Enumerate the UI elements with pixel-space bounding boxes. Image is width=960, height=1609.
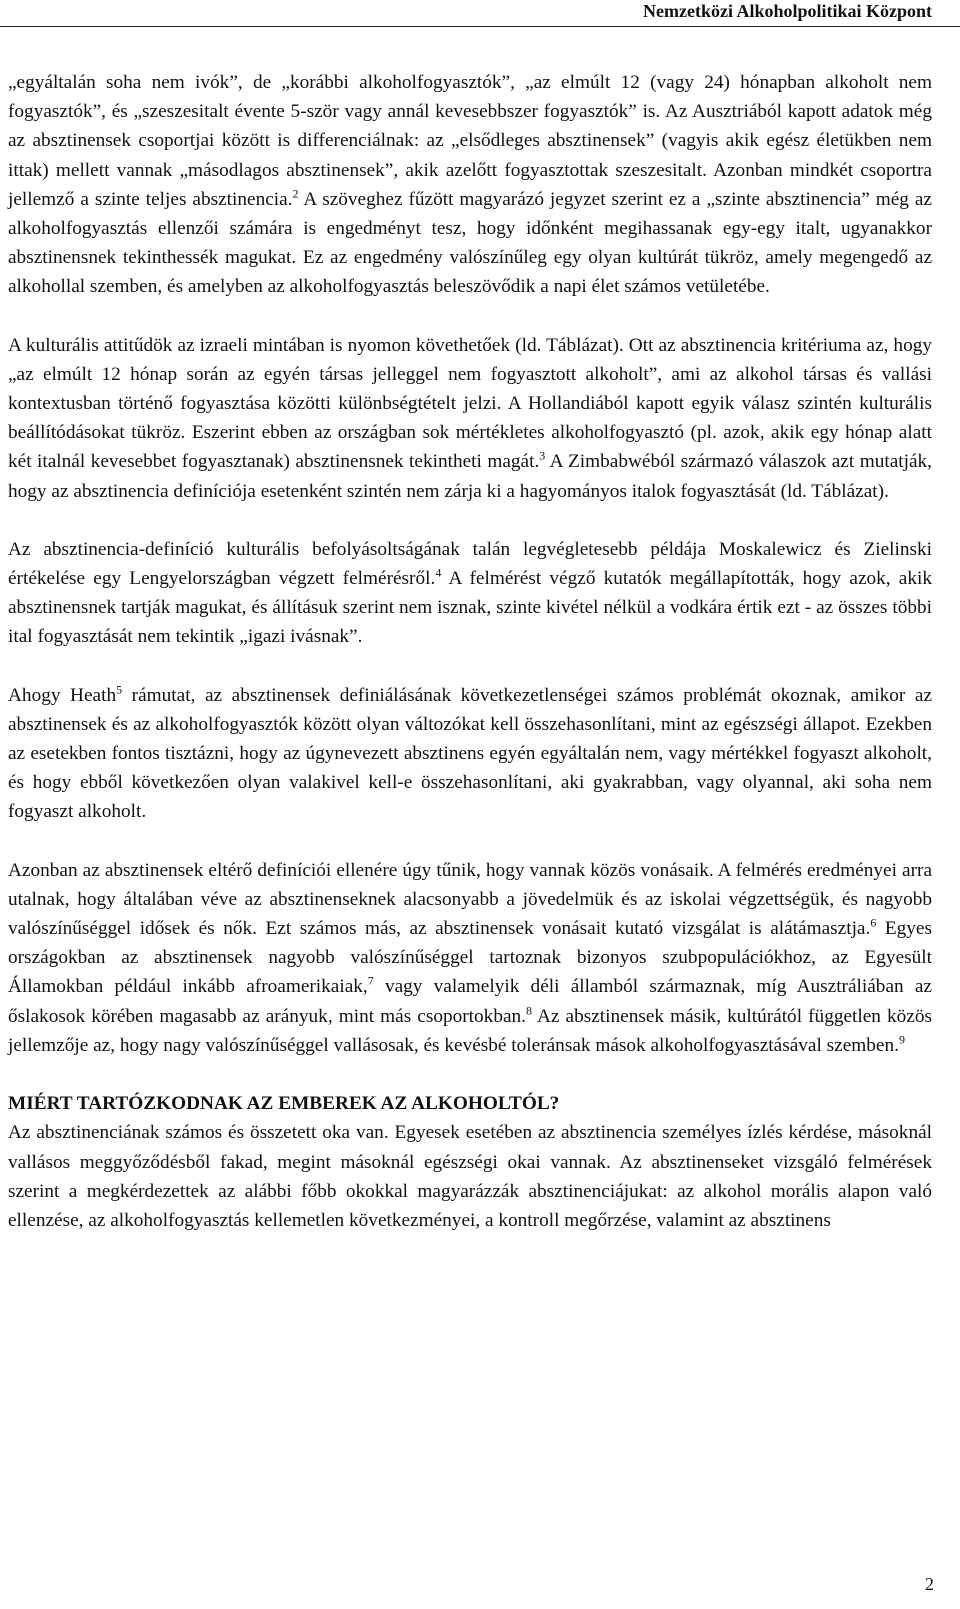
paragraph-1 bbox=[8, 68, 932, 302]
footnote-ref-6: 6 bbox=[870, 915, 877, 930]
footnote-ref-5: 5 bbox=[116, 682, 123, 697]
paragraph-3-text-b: A felmérést végző kutatók megállapították, hogy azok, akik absztinensnek tartják magukat, és állításuk szerint nem isznak, szinte kivétel nélkül a vodkára értik ezt - az összes többi ital fogyasztását nem tekintik „igazi ivásnak”. bbox=[8, 568, 932, 648]
paragraph-4 bbox=[8, 681, 932, 827]
paragraph-5-text-c: vagy valamelyik déli államból származnak, míg Ausztráliában az őslakosok körében magasabb az arányuk, mint más csoportokban. bbox=[8, 976, 932, 1027]
footnote-ref-9: 9 bbox=[898, 1032, 905, 1047]
footnote-ref-4: 4 bbox=[435, 565, 442, 580]
paragraph-4-text-a: Ahogy Heath bbox=[8, 684, 117, 706]
header-divider bbox=[0, 26, 960, 27]
paragraph-5 bbox=[8, 856, 932, 1060]
paragraph-5-text-d: Az absztinensek másik, kultúrától független közös jellemzője az, hogy nagy valószínűséggel vallásosak, és kevésbé toleránsak mások alkoholfogyasztásával szemben. bbox=[8, 1005, 932, 1056]
paragraph-3-text-a: Az absztinencia-definíció kulturális befolyásoltságának talán legvégletesebb példája Moskalewicz és Zielinski értékelése egy Lengyelországban végzett felmérésről. bbox=[8, 538, 932, 590]
document-body bbox=[8, 68, 932, 1235]
footnote-ref-7: 7 bbox=[367, 974, 374, 989]
page-number: 2 bbox=[925, 1574, 934, 1594]
paragraph-1-text-a: „egyáltalán soha nem ivók”, de „korábbi alkoholfogyasztók”, „az elmúlt 12 (vagy 24) hónapban alkoholt nem fogyasztók”, és „szeszesitalt évente 5-ször vagy annál kevesebbszer fogyasztók” is. Az Ausztriából kapott adatok még az absztinensek csoportjai között is differenciálnak: az „elsődleges absztinensek” (vagyis akik egész életükben nem ittak) mellett vannak „másodlagos absztinensek”, akik azelőtt fogyasztottak szeszesitalt. Azonban mindkét csoportra jellemző a szinte teljes absztinencia. bbox=[8, 72, 932, 210]
document-header: Nemzetközi Alkoholpolitikai Központ bbox=[642, 1, 932, 21]
paragraph-5-text-a: Azonban az absztinensek eltérő definíciói ellenére úgy tűnik, hogy vannak közös vonásaik. A felmérés eredményei arra utalnak, hogy általában véve az absztinenseknek alacsonyabb a jövedelmük és az iskolai végzettségük, és nagyobb valószínűséggel idősek és nők. Ezt számos más, az absztinensek vonásait kutató vizsgálat is alátámasztja. bbox=[8, 859, 932, 940]
footnote-ref-2: 2 bbox=[292, 186, 299, 201]
paragraph-1-text-b: A szöveghez fűzött magyarázó jegyzet szerint ez a „szinte absztinencia” még az alkoholfogyasztás ellenzői számára is engedményt tesz, hogy időnként megihassanak egy-egy italt, ugyanakkor absztinensnek tekinthessék magukat. Ez az engedmény valószínűleg egy olyan kultúrát tükröz, amely megengedő az alkohollal szemben, és amelyben az alkoholfogyasztás beleszövődik a napi élet számos vetületébe. bbox=[8, 188, 932, 298]
paragraph-2 bbox=[8, 331, 932, 506]
paragraph-2-text-a: A kulturális attitűdök az izraeli mintában is nyomon követhetőek (ld. Táblázat). Ott az absztinencia kritériuma az, hogy „az elmúlt 12 hónap során az egyén társas jelleggel nem fogyasztott alkoholt”, ami az alkohol társas és vallási kontextusban történő fogyasztása közötti különbségtételt jelzi. A Hollandiából kapott egyik válasz szintén kulturális beállítódásokat tükröz. Eszerint ebben az országban sok mértékletes alkoholfogyasztó (pl. azok, akik egy hónap alatt két italnál kevesebbet fogyasztanak) absztinensnek tekintheti magát. bbox=[8, 334, 932, 473]
section-heading: MIÉRT TARTÓZKODNAK AZ EMBEREK AZ ALKOHOLTÓL? bbox=[8, 1093, 560, 1115]
footnote-ref-3: 3 bbox=[539, 449, 546, 464]
paragraph-5-text-b: Egyes országokban az absztinensek nagyobb valószínűséggel tartoznak bizonyos szubpopulációkhoz, az Egyesült Államokban például inkább afroamerikaiak, bbox=[8, 918, 932, 998]
section-paragraph: Az absztinenciának számos és összetett oka van. Egyesek esetében az absztinencia személyes ízlés kérdése, másoknál vallásos meggyőződésből fakad, megint másoknál egészségi okai vannak. Az absztinenseket vizsgáló felmérések szerint a megkérdezettek az alábbi főbb okokkal magyarázzák absztinenciájukat: az alkohol morális alapon való ellenzése, az alkoholfogyasztás kellemetlen következményei, a kontroll megőrzése, valamint az absztinens bbox=[8, 1122, 932, 1231]
footnote-ref-8: 8 bbox=[525, 1003, 532, 1018]
paragraph-2-text-b: A Zimbabwéból származó válaszok azt mutatják, hogy az absztinencia definíciója esetenként szintén nem zárja ki a hagyományos italok fogyasztását (ld. Táblázat). bbox=[8, 451, 932, 502]
paragraph-3 bbox=[8, 535, 932, 652]
paragraph-4-text-b: rámutat, az absztinensek definiálásának következetlenségei számos problémát okoznak, amikor az absztinensek és az alkoholfogyasztók között olyan változókat kell összehasonlítani, mint az egészségi állapot. Ezekben az esetekben fontos tisztázni, hogy az úgynevezett absztinens egyén egyáltalán nem, vagy mértékkel fogyaszt alkoholt, és hogy ebből következően olyan valakivel kell-e összehasonlítani, aki gyakrabban, vagy olyannal, aki soha nem fogyaszt alkoholt. bbox=[8, 684, 932, 823]
